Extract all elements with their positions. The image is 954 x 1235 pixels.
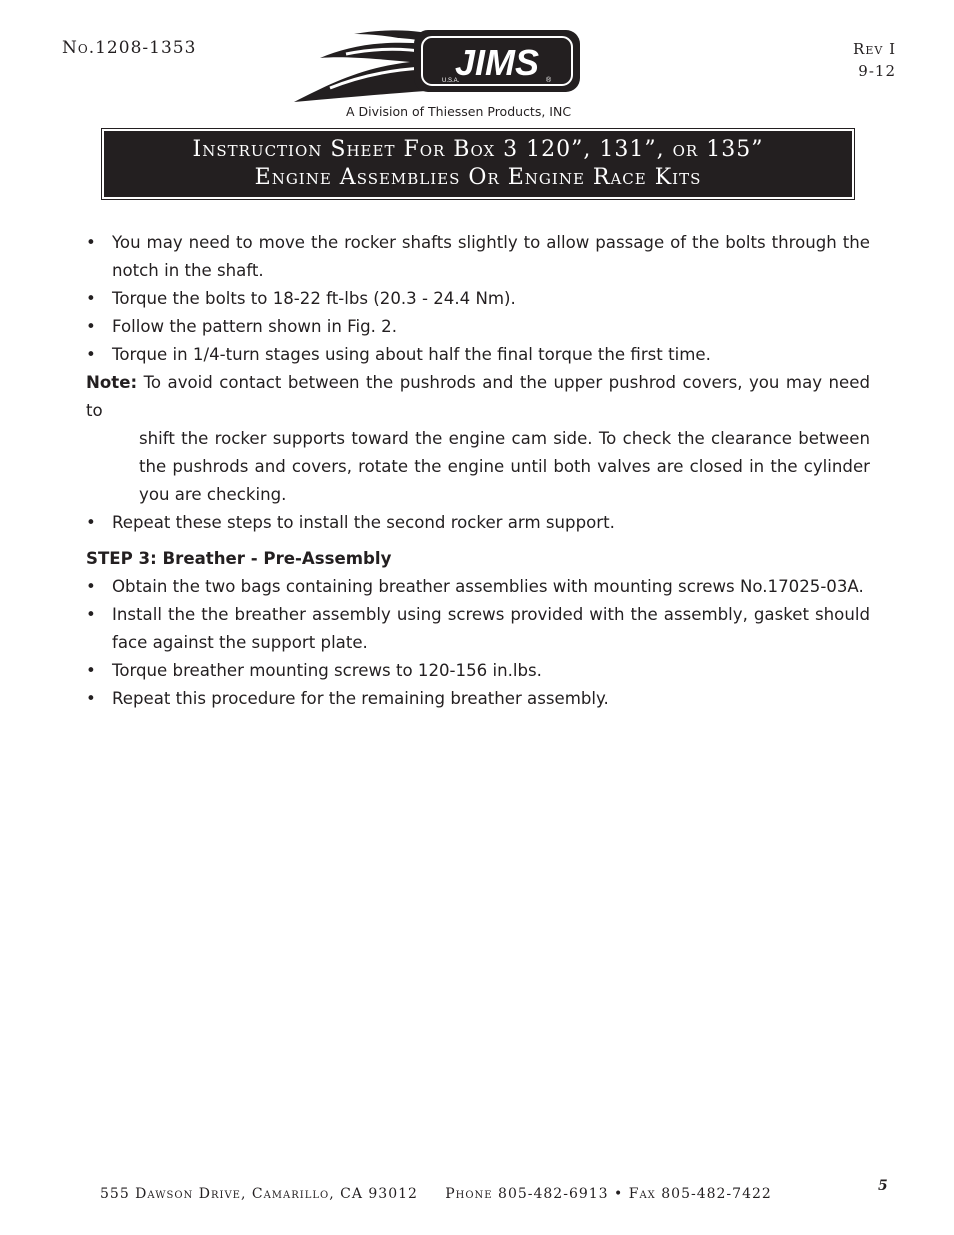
registered-mark: ® — [546, 77, 552, 84]
footer-address: 555 Dawson Drive, Camarillo, CA 93012 — [100, 1186, 418, 1202]
footer-phone: Phone 805-482-6913 — [445, 1186, 609, 1202]
list-item: • Install the the breather assembly using screws provided with the assembly, gasket should face against the support plate. — [86, 601, 870, 657]
document-number: No.1208-1353 — [62, 38, 197, 58]
logo-text: JIMS — [454, 42, 540, 83]
revision-date: 9-12 — [858, 62, 896, 80]
list-item: • You may need to move the rocker shafts slightly to allow passage of the bolts through the notch in the shaft. — [86, 229, 870, 285]
step-3-heading: STEP 3: Breather - Pre-Assembly — [86, 549, 392, 568]
revision-label: Rev I — [853, 40, 896, 58]
division-text: A Division of Thiessen Products, INC — [346, 104, 572, 119]
list-item: • Repeat these steps to install the second rocker arm support. — [86, 509, 870, 537]
list-item: • Follow the pattern shown in Fig. 2. — [86, 313, 870, 341]
note-label: Note: — [86, 373, 138, 392]
title-banner — [101, 128, 855, 200]
jims-logo — [290, 28, 582, 106]
list-item: • Torque breather mounting screws to 120-156 in.lbs. — [86, 657, 870, 685]
revision-block — [853, 38, 896, 82]
note-first-line: To avoid contact between the pushrods and the upper pushrod covers, you may need to — [86, 373, 870, 420]
title-banner-inner — [104, 131, 852, 197]
list-item: • Repeat this procedure for the remaining breather assembly. — [86, 685, 870, 713]
title-line-2: Engine Assemblies Or Engine Race Kits — [254, 165, 702, 190]
list-item: • Obtain the two bags containing breather assemblies with mounting screws No.17025-03A. — [86, 573, 870, 601]
list-item: • Torque in 1/4-turn stages using about half the final torque the first time. — [86, 341, 870, 369]
footer-contact — [100, 1186, 772, 1202]
note-continuation: shift the rocker supports toward the engine cam side. To check the clearance between the pushrods and covers, rotate the engine until both valves are closed in the cylinder you are checking. — [139, 429, 870, 504]
title-line-1: Instruction Sheet For Box 3 120”, 131”, or 135” — [192, 137, 764, 162]
note-paragraph — [86, 369, 870, 425]
list-item: • Torque the bolts to 18-22 ft-lbs (20.3 - 24.4 Nm). — [86, 285, 870, 313]
page-number: 5 — [878, 1178, 888, 1194]
footer-fax: Fax 805-482-7422 — [628, 1186, 772, 1202]
logo-sub: U.S.A. — [442, 78, 460, 84]
instruction-content — [86, 229, 870, 713]
footer-separator: • — [614, 1186, 624, 1202]
